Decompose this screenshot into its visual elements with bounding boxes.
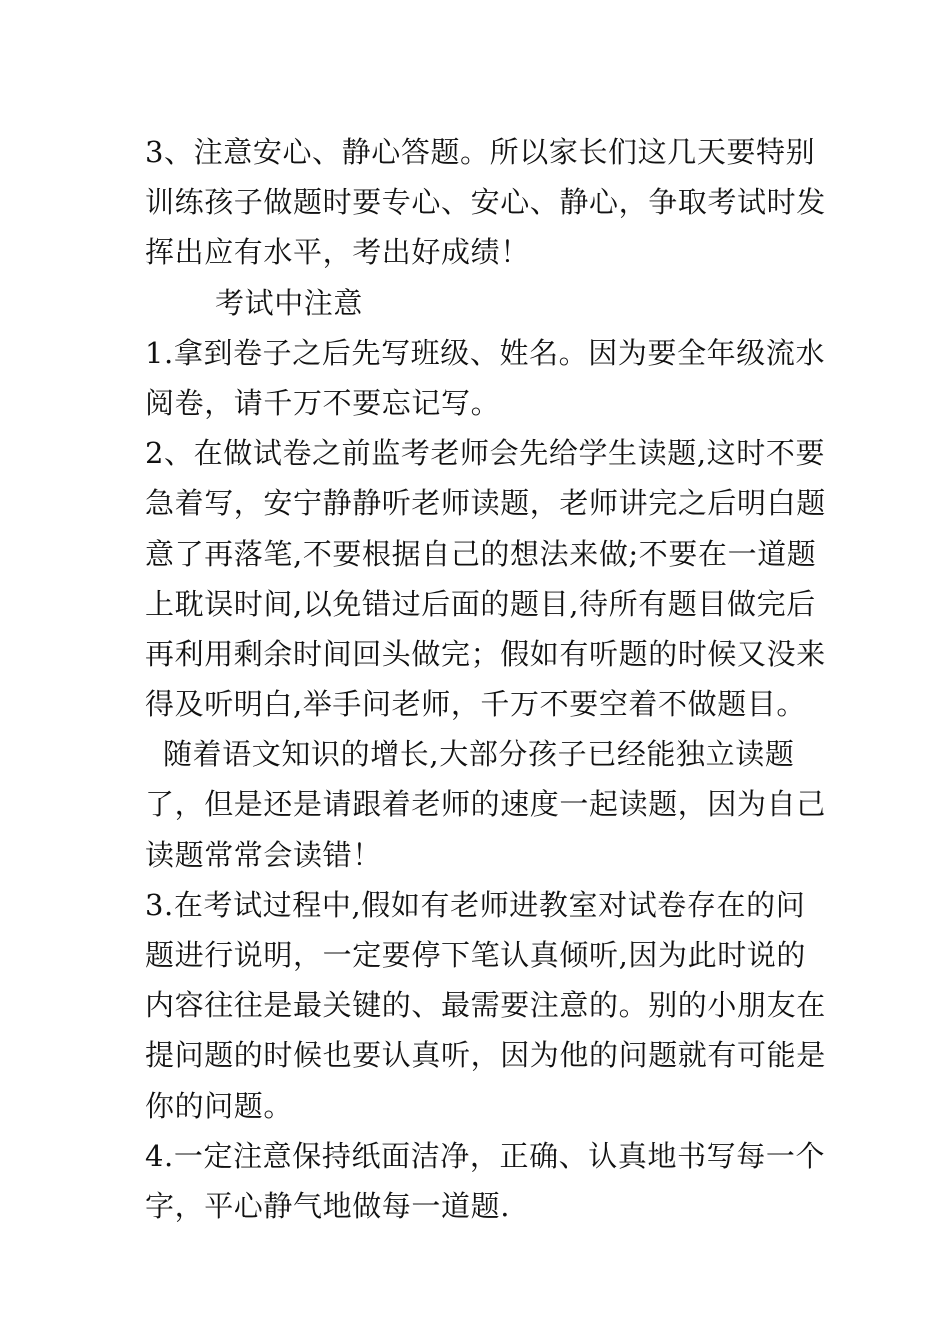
section-heading: 考试中注意 <box>215 285 364 320</box>
paragraph-line: 了，但是还是请跟着老师的速度一起读题，因为自己 <box>145 787 826 822</box>
paragraph-line: 训练孩子做题时要专心、安心、静心，争取考试时发 <box>145 185 826 220</box>
paragraph-line: 随着语文知识的增长,大部分孩子已经能独立读题 <box>163 737 795 772</box>
paragraph-line: 字，平心静气地做每一道题. <box>145 1188 511 1223</box>
document-body <box>145 127 826 1231</box>
paragraph-line: 3.在考试过程中,假如有老师进教室对试卷存在的问 <box>145 887 806 922</box>
paragraph-line: 急着写，安宁静静听老师读题，老师讲完之后明白题 <box>145 486 826 521</box>
paragraph-line: 你的问题。 <box>145 1088 294 1123</box>
paragraph-line: 意了再落笔,不要根据自己的想法来做;不要在一道题 <box>145 536 817 571</box>
paragraph-line: 得及听明白,举手问老师，千万不要空着不做题目。 <box>145 687 807 722</box>
paragraph-line: 4.一定注意保持纸面洁净，正确、认真地书写每一个 <box>145 1138 826 1173</box>
paragraph-line: 提问题的时候也要认真听，因为他的问题就有可能是 <box>145 1038 826 1073</box>
paragraph-line: 题进行说明，一定要停下笔认真倾听,因为此时说的 <box>145 938 807 972</box>
paragraph-line: 2、在做试卷之前监考老师会先给学生读题,这时不要 <box>145 436 826 471</box>
paragraph-line: 挥出应有水平，考出好成绩！ <box>145 235 530 270</box>
paragraph-line: 读题常常会读错！ <box>145 837 382 872</box>
paragraph-line: 1.拿到卷子之后先写班级、姓名。因为要全年级流水 <box>145 335 826 370</box>
paragraph-line: 阅卷，请千万不要忘记写。 <box>145 385 501 420</box>
paragraph-line: 再利用剩余时间回头做完；假如有听题的时候又没来 <box>145 636 826 671</box>
paragraph-line: 3、注意安心、静心答题。所以家长们这几天要特别 <box>145 135 816 169</box>
paragraph-line: 内容往往是最关键的、最需要注意的。别的小朋友在 <box>145 988 826 1023</box>
paragraph-line: 上耽误时间,以免错过后面的题目,待所有题目做完后 <box>145 586 816 621</box>
